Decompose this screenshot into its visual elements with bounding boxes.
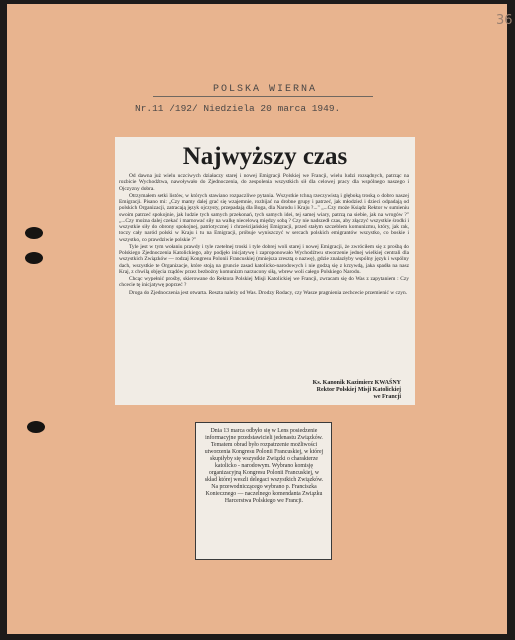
- article-signature: [313, 380, 401, 401]
- article-title: Najwyższy czas: [182, 143, 348, 170]
- article-paragraph: Chcąc wypełnić prośby, skierowane do Rektora Polskiej Misji Katolickiej we Francji, zwracam się do Was z zapytaniem : Czy chcecie tę inicjatywę poprzeć ?: [119, 276, 409, 289]
- article-paragraph: Otrzymałem setki listów, w których stawiano rozpaczliwe pytania. Wszystkie tchną rzeczywistą i głęboką troską o dobro naszej Emigracji. Pisano mi: „Czy mamy dalej grać się wzajemnie, rozbijać na drobne grupy i patrzeć, jak młodzież i dzieci odpadają od polskich Organizacji, zatracają język ojczysty, przepadają dla Boga, dla Narodu i Kraju ?..." „...Czy może Ksiądz Rektor w sumieniu swoim patrzeć spokojnie, jak ludzie tych samych przekonań, tych samych idei, tej samej wiary, patrzą na siebie, jak na wrogów ?" „...Czy można dalej czekać i marnować siły na walkę niecelową między sobą ? Czy nie nadszedł czas, aby złączyć wszystkie środki i wszystkie siły do obrony spokojnej, patriotycznej i chrześcijańskiej Emigracji, przed stałym szczeblem komunizmu, który, jak rak, toczy cały naród polski w Kraju i tu na Emigracji, próbuje wyniszczyć w sercach polskich emigrantów wszystko, co boskie i wszystko, co prawdziwie polskie ?": [119, 192, 409, 243]
- notice-text: Dnia 13 marca odbyło się w Lens posiedzenie informacyjne przedstawicieli jedenastu Związków. Tematem obrad było rozpatrzenie możliwości utworzenia Kongresu Polonii Francuskiej, w której skupiłyby się wszystkie Związki o charakterze katolicko - narodowym. Wybrano komisję organizacyjną Kongresu Polonii Francuskiej, w skład której weszli delegaci wszystkich Związków. Na przewodniczącego wybrano p. Franciszka Koniecznego — naczelnego komendanta Związku Harcerstwa Polskiego we Francji.: [204, 428, 324, 505]
- notice-clipping: [195, 422, 332, 560]
- signature-name: Ks. Kanonik Kazimierz KWAŚNY: [312, 380, 401, 386]
- binder-hole: [25, 227, 43, 239]
- issue-line: Nr.11 /192/ Niedziela 20 marca 1949.: [135, 103, 341, 114]
- header-underline: [153, 96, 373, 97]
- signature-role: Rektor Polskiej Misji Katolickiej: [316, 387, 401, 393]
- binder-hole: [25, 252, 43, 264]
- article-clipping: [115, 137, 415, 405]
- page-number: 36: [496, 13, 513, 28]
- archive-page: [7, 4, 513, 634]
- newspaper-name: POLSKA WIERNA: [212, 84, 317, 95]
- signature-place: we Francji: [373, 394, 401, 400]
- article-paragraph: Droga do Zjednoczenia jest otwarta. Reszta należy od Was. Drodzy Rodacy, czy Wasze pragnienia zechcecie przemienić w czyn.: [129, 289, 408, 296]
- article-body: [119, 173, 409, 297]
- binder-hole: [27, 421, 45, 433]
- article-paragraph: Tyle jest w tym wołaniu prawdy i tyle rzetelnej troski i tyle dobrej woli starej i nowej Emigracji, że zwróciłem się z prośbą do Polskiego Zjednoczenia Katolickiego, aby podjęło inicjatywę i zaproponowało Wychodźtwu stworzenie jednej wielkiej centrali dla wszystkich Związków — rodzaj Kongresu Polonii Francuskiej (mniejsza zresztą o nazwę), gdzie znalazłyby wspólny język i wspólny dach, wszystkie te Organizacje, które stoją na gruncie zasad katolicko-narodowych i nie godzą się z krzywdą, jaka spadła na nasz Kraj, z chwilą objęcia rządów przez bezbożny komunizm narzucony siłą, wbrew woli całego Polskiego Narodu.: [119, 243, 409, 275]
- article-paragraph: Od dawna już wielu uczciwych działaczy starej i nowej Emigracji Polskiej we Francji, wielu ludzi rozsądnych, patrząc na rozbicie Wychodźtwa, nawoływało do Zjednoczenia, do zespolenia wszystkich sił dla celowej pracy dla wspólnego naszego i Ojczyzny dobra.: [119, 173, 409, 192]
